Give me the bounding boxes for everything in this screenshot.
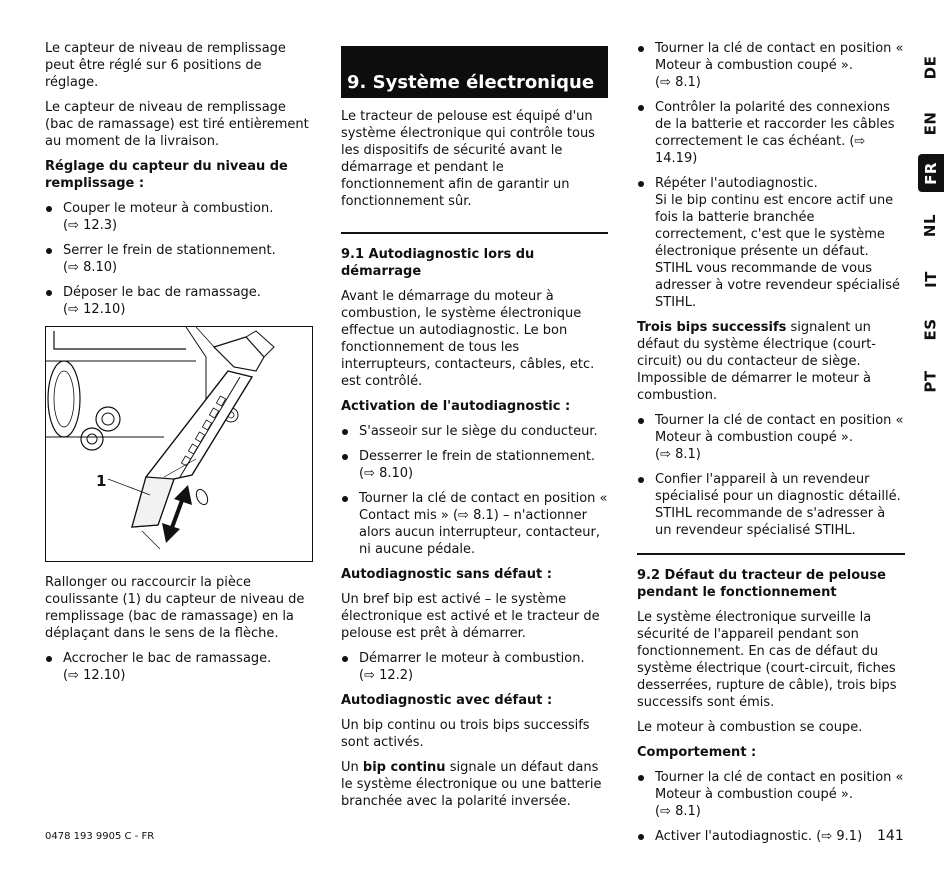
- bullet-list: [45, 650, 313, 684]
- cross-reference: (⇨ 8.10): [359, 466, 414, 481]
- lang-tab-es[interactable]: [918, 310, 944, 348]
- lang-tab-label: EN: [921, 111, 940, 135]
- cross-reference: (⇨ 12.10): [63, 668, 126, 683]
- page-number: 141: [877, 828, 904, 844]
- text-run: signalent un défaut du système électrique (court-circuit) ou du contacteur de siège. Impossible de démarrer le moteur à combustion.: [637, 320, 876, 403]
- list-item: [341, 650, 608, 684]
- list-item-text: Desserrer le frein de stationnement.: [359, 449, 596, 464]
- list-item: [637, 471, 905, 539]
- list-item-text: Répéter l'autodiagnostic.: [655, 176, 818, 191]
- list-item-text: Accrocher le bac de ramassage.: [63, 651, 272, 666]
- list-item-text: Confier l'appareil à un revendeur spécialisé pour un diagnostic détaillé. STIHL recommande de s'adresser à un revendeur spécialisé STIHL.: [655, 472, 901, 538]
- list-item-text: Couper le moteur à combustion.: [63, 201, 274, 216]
- list-item: [45, 200, 313, 234]
- document-code: 0478 193 9905 C - FR: [45, 831, 155, 842]
- column-right: [637, 40, 905, 853]
- bullet-list: [45, 200, 313, 318]
- list-item: [637, 828, 905, 845]
- lang-tab-label: PT: [921, 369, 940, 393]
- list-item: [45, 650, 313, 684]
- list-item: [637, 412, 905, 463]
- lang-tab-label: NL: [921, 213, 940, 237]
- paragraph: [341, 759, 608, 810]
- emphasis: bip continu: [362, 760, 446, 775]
- text-run: Un: [341, 760, 363, 775]
- list-item-text: Déposer le bac de ramassage.: [63, 285, 261, 300]
- paragraph: Le tracteur de pelouse est équipé d'un système électronique qui contrôle tous les dispositifs de sécurité avant le démarrage et pendant le fonctionnement afin de garantir un fonctionnement sûr.: [341, 109, 595, 209]
- lang-tab-pt[interactable]: [918, 362, 944, 400]
- list-item-text: S'asseoir sur le siège du conducteur.: [359, 424, 598, 439]
- paragraph: Le moteur à combustion se coupe.: [637, 720, 863, 735]
- section-title: 9.2 Défaut du tracteur de pelouse pendant le fonctionnement: [637, 568, 886, 600]
- list-item: [637, 99, 905, 167]
- bullet-list: [637, 40, 905, 311]
- lang-tab-label: ES: [921, 317, 940, 341]
- sensor-drawing: [46, 327, 312, 561]
- lang-tab-label: FR: [921, 161, 940, 185]
- list-item: [637, 40, 905, 91]
- paragraph: [637, 319, 905, 404]
- list-item: [341, 448, 608, 482]
- list-item: [341, 423, 608, 440]
- section-divider: [341, 232, 608, 234]
- lang-tab-nl[interactable]: [918, 206, 944, 244]
- list-item: [341, 490, 608, 558]
- subheading: Autodiagnostic avec défaut :: [341, 693, 553, 708]
- list-item-text: Si le bip continu est encore actif une fois la batterie branchée correctement, c'est que le système électronique présente un défaut. STIHL vous recommande de vous adresser à votre revendeur spécialisé STIHL.: [655, 193, 901, 310]
- chapter-title: 9. Système électronique: [341, 46, 608, 98]
- lang-tab-label: DE: [921, 55, 940, 79]
- lang-tab-de[interactable]: [918, 48, 944, 86]
- subheading: Comportement :: [637, 745, 757, 760]
- lang-tab-it[interactable]: [918, 260, 944, 298]
- bullet-list: [637, 412, 905, 539]
- lang-tab-fr[interactable]: [918, 154, 944, 192]
- bullet-list: [341, 650, 608, 684]
- cross-reference: (⇨ 12.2): [359, 668, 414, 683]
- paragraph: Le système électronique surveille la sécurité de l'appareil pendant son fonctionnement. En cas de défaut du système électrique (court-circuit, fiches desserrées, rupture de câble), trois bips successifs sont émis.: [637, 610, 897, 710]
- bullet-list: [341, 423, 608, 558]
- paragraph: Avant le démarrage du moteur à combustion, le système électronique effectue un autodiagnostic. Le bon fonctionnement de tous les interrupteurs, contacteurs, câbles, etc. est contrôlé.: [341, 289, 595, 389]
- cross-reference: (⇨ 8.10): [63, 260, 118, 275]
- subheading: Réglage du capteur du niveau de remplissage :: [45, 159, 288, 191]
- text-run: signale un défaut dans le système électronique ou une batterie branchée avec la polarité inversée.: [341, 760, 602, 809]
- list-item-text: Activer l'autodiagnostic. (⇨ 9.1): [655, 829, 863, 844]
- column-middle: [341, 40, 608, 818]
- list-item-text: Tourner la clé de contact en position « Moteur à combustion coupé ».: [655, 413, 904, 445]
- list-item: [637, 175, 905, 311]
- list-item-text: Contrôler la polarité des connexions de la batterie et raccorder les câbles correctement le cas échéant. (⇨ 14.19): [655, 100, 895, 166]
- subheading: Autodiagnostic sans défaut :: [341, 567, 552, 582]
- list-item-text: Tourner la clé de contact en position « Moteur à combustion coupé ».: [655, 770, 904, 802]
- column-left: [45, 40, 313, 692]
- cross-reference: (⇨ 12.10): [63, 302, 126, 317]
- emphasis: Trois bips successifs: [637, 320, 787, 335]
- list-item-text: Serrer le frein de stationnement.: [63, 243, 276, 258]
- list-item-text: Tourner la clé de contact en position « Contact mis » (⇨ 8.1) – n'actionner alors aucun interrupteur, contacteur, ni aucune pédale.: [359, 491, 608, 557]
- section-divider: [637, 553, 905, 555]
- list-item: [45, 242, 313, 276]
- paragraph: Un bip continu ou trois bips successifs sont activés.: [341, 718, 590, 750]
- paragraph: Le capteur de niveau de remplissage (bac de ramassage) est tiré entièrement au moment de la livraison.: [45, 100, 309, 149]
- lang-tab-en[interactable]: [918, 104, 944, 142]
- list-item-text: Démarrer le moteur à combustion.: [359, 651, 585, 666]
- bullet-list: [637, 769, 905, 845]
- cross-reference: (⇨ 8.1): [655, 75, 701, 90]
- paragraph: Le capteur de niveau de remplissage peut être réglé sur 6 positions de réglage.: [45, 41, 286, 90]
- fill-level-sensor-illustration: [45, 326, 313, 562]
- paragraph: Rallonger ou raccourcir la pièce coulissante (1) du capteur de niveau de remplissage (bac de ramassage) en la déplaçant dans le sens de la flèche.: [45, 575, 305, 641]
- lang-tab-label: IT: [921, 270, 940, 288]
- list-item-text: Tourner la clé de contact en position « Moteur à combustion coupé ».: [655, 41, 904, 73]
- paragraph: Un bref bip est activé – le système électronique est activé et le tracteur de pelouse est prêt à démarrer.: [341, 592, 600, 641]
- cross-reference: (⇨ 12.3): [63, 218, 118, 233]
- figure-label: 1: [96, 472, 107, 490]
- list-item: [45, 284, 313, 318]
- subheading: Activation de l'autodiagnostic :: [341, 399, 571, 414]
- section-title: 9.1 Autodiagnostic lors du démarrage: [341, 247, 535, 279]
- cross-reference: (⇨ 8.1): [655, 447, 701, 462]
- cross-reference: (⇨ 8.1): [655, 804, 701, 819]
- list-item: [637, 769, 905, 820]
